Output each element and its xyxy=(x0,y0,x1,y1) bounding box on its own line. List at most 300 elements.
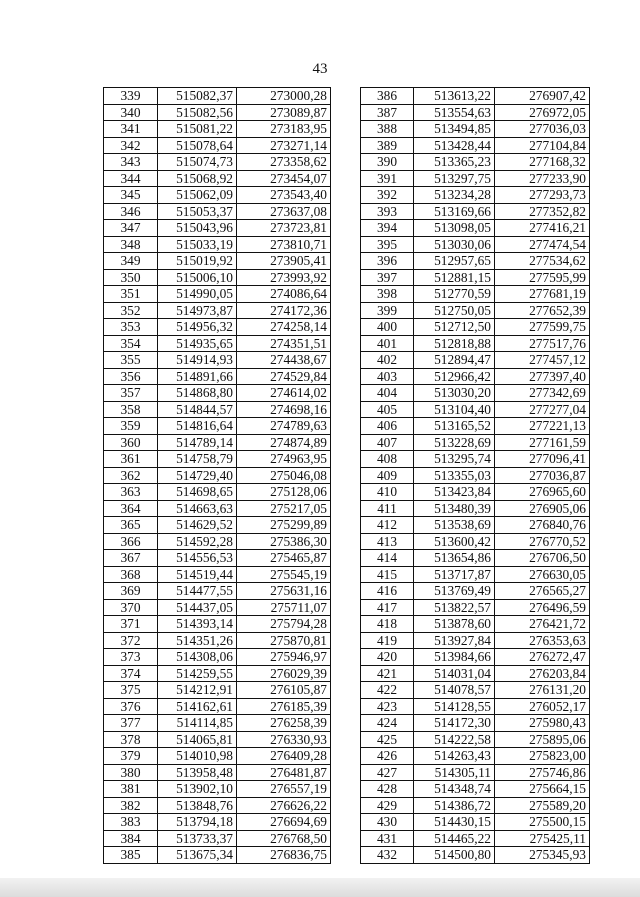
y-coordinate-cell: 273543,40 xyxy=(237,187,331,204)
point-number-cell: 377 xyxy=(104,715,158,732)
x-coordinate-cell: 513769,49 xyxy=(414,583,495,600)
point-number-cell: 384 xyxy=(104,830,158,847)
y-coordinate-cell: 274086,64 xyxy=(237,286,331,303)
point-number-cell: 395 xyxy=(361,236,414,253)
y-coordinate-cell: 276768,50 xyxy=(237,830,331,847)
table-row xyxy=(104,682,331,699)
table-row xyxy=(104,434,331,451)
table-row xyxy=(361,335,590,352)
x-coordinate-cell: 513848,76 xyxy=(158,797,237,814)
table-row xyxy=(104,847,331,864)
point-number-cell: 394 xyxy=(361,220,414,237)
x-coordinate-cell: 514758,79 xyxy=(158,451,237,468)
x-coordinate-cell: 513030,20 xyxy=(414,385,495,402)
x-coordinate-cell: 514519,44 xyxy=(158,566,237,583)
table-row xyxy=(104,253,331,270)
point-number-cell: 358 xyxy=(104,401,158,418)
y-coordinate-cell: 275465,87 xyxy=(237,550,331,567)
table-row xyxy=(361,847,590,864)
table-row xyxy=(104,88,331,105)
x-coordinate-cell: 514172,30 xyxy=(414,715,495,732)
y-coordinate-cell: 276905,06 xyxy=(495,500,590,517)
point-number-cell: 419 xyxy=(361,632,414,649)
x-coordinate-cell: 513675,34 xyxy=(158,847,237,864)
y-coordinate-cell: 274614,02 xyxy=(237,385,331,402)
point-number-cell: 390 xyxy=(361,154,414,171)
table-row xyxy=(361,748,590,765)
y-coordinate-cell: 276840,76 xyxy=(495,517,590,534)
x-coordinate-cell: 515043,96 xyxy=(158,220,237,237)
point-number-cell: 381 xyxy=(104,781,158,798)
y-coordinate-cell: 277221,13 xyxy=(495,418,590,435)
table-row xyxy=(361,764,590,781)
table-row xyxy=(104,797,331,814)
x-coordinate-cell: 515053,37 xyxy=(158,203,237,220)
table-row xyxy=(104,467,331,484)
y-coordinate-cell: 277096,41 xyxy=(495,451,590,468)
point-number-cell: 422 xyxy=(361,682,414,699)
table-row xyxy=(104,451,331,468)
point-number-cell: 430 xyxy=(361,814,414,831)
point-number-cell: 408 xyxy=(361,451,414,468)
y-coordinate-cell: 275895,06 xyxy=(495,731,590,748)
point-number-cell: 367 xyxy=(104,550,158,567)
point-number-cell: 402 xyxy=(361,352,414,369)
table-row xyxy=(104,698,331,715)
x-coordinate-cell: 513355,03 xyxy=(414,467,495,484)
table-row xyxy=(104,187,331,204)
x-coordinate-cell: 513654,86 xyxy=(414,550,495,567)
table-row xyxy=(104,203,331,220)
point-number-cell: 413 xyxy=(361,533,414,550)
point-number-cell: 380 xyxy=(104,764,158,781)
point-number-cell: 416 xyxy=(361,583,414,600)
point-number-cell: 343 xyxy=(104,154,158,171)
x-coordinate-cell: 513423,84 xyxy=(414,484,495,501)
coordinates-table-right xyxy=(360,87,590,864)
y-coordinate-cell: 275545,19 xyxy=(237,566,331,583)
x-coordinate-cell: 512894,47 xyxy=(414,352,495,369)
table-row xyxy=(361,467,590,484)
x-coordinate-cell: 515068,92 xyxy=(158,170,237,187)
x-coordinate-cell: 513365,23 xyxy=(414,154,495,171)
x-coordinate-cell: 513878,60 xyxy=(414,616,495,633)
y-coordinate-cell: 277161,59 xyxy=(495,434,590,451)
point-number-cell: 407 xyxy=(361,434,414,451)
x-coordinate-cell: 512966,42 xyxy=(414,368,495,385)
y-coordinate-cell: 276965,60 xyxy=(495,484,590,501)
point-number-cell: 403 xyxy=(361,368,414,385)
table-row xyxy=(361,566,590,583)
y-coordinate-cell: 275794,28 xyxy=(237,616,331,633)
point-number-cell: 362 xyxy=(104,467,158,484)
y-coordinate-cell: 273993,92 xyxy=(237,269,331,286)
point-number-cell: 354 xyxy=(104,335,158,352)
table-row xyxy=(361,319,590,336)
y-coordinate-cell: 274172,36 xyxy=(237,302,331,319)
point-number-cell: 392 xyxy=(361,187,414,204)
y-coordinate-cell: 274874,89 xyxy=(237,434,331,451)
point-number-cell: 369 xyxy=(104,583,158,600)
point-number-cell: 357 xyxy=(104,385,158,402)
x-coordinate-cell: 514465,22 xyxy=(414,830,495,847)
x-coordinate-cell: 514663,63 xyxy=(158,500,237,517)
table-row xyxy=(104,814,331,831)
x-coordinate-cell: 515082,37 xyxy=(158,88,237,105)
point-number-cell: 351 xyxy=(104,286,158,303)
table-row xyxy=(361,170,590,187)
y-coordinate-cell: 277036,87 xyxy=(495,467,590,484)
y-coordinate-cell: 273723,81 xyxy=(237,220,331,237)
y-coordinate-cell: 274351,51 xyxy=(237,335,331,352)
y-coordinate-cell: 277652,39 xyxy=(495,302,590,319)
y-coordinate-cell: 275980,43 xyxy=(495,715,590,732)
x-coordinate-cell: 514891,66 xyxy=(158,368,237,385)
x-coordinate-cell: 514430,15 xyxy=(414,814,495,831)
y-coordinate-cell: 273454,07 xyxy=(237,170,331,187)
point-number-cell: 428 xyxy=(361,781,414,798)
y-coordinate-cell: 274963,95 xyxy=(237,451,331,468)
x-coordinate-cell: 513717,87 xyxy=(414,566,495,583)
y-coordinate-cell: 276258,39 xyxy=(237,715,331,732)
x-coordinate-cell: 514729,40 xyxy=(158,467,237,484)
x-coordinate-cell: 514348,74 xyxy=(414,781,495,798)
x-coordinate-cell: 514162,61 xyxy=(158,698,237,715)
point-number-cell: 365 xyxy=(104,517,158,534)
point-number-cell: 359 xyxy=(104,418,158,435)
x-coordinate-cell: 515062,09 xyxy=(158,187,237,204)
x-coordinate-cell: 514956,32 xyxy=(158,319,237,336)
table-row xyxy=(104,731,331,748)
table-row xyxy=(361,368,590,385)
table-row xyxy=(361,517,590,534)
x-coordinate-cell: 514305,11 xyxy=(414,764,495,781)
y-coordinate-cell: 276029,39 xyxy=(237,665,331,682)
x-coordinate-cell: 512712,50 xyxy=(414,319,495,336)
table-row xyxy=(361,269,590,286)
y-coordinate-cell: 275217,05 xyxy=(237,500,331,517)
table-row xyxy=(104,583,331,600)
table-row xyxy=(361,253,590,270)
x-coordinate-cell: 514935,65 xyxy=(158,335,237,352)
point-number-cell: 363 xyxy=(104,484,158,501)
x-coordinate-cell: 512770,59 xyxy=(414,286,495,303)
point-number-cell: 368 xyxy=(104,566,158,583)
table-row xyxy=(361,583,590,600)
x-coordinate-cell: 514351,26 xyxy=(158,632,237,649)
y-coordinate-cell: 277168,32 xyxy=(495,154,590,171)
table-row xyxy=(104,236,331,253)
point-number-cell: 378 xyxy=(104,731,158,748)
point-number-cell: 414 xyxy=(361,550,414,567)
x-coordinate-cell: 514844,57 xyxy=(158,401,237,418)
point-number-cell: 364 xyxy=(104,500,158,517)
point-number-cell: 353 xyxy=(104,319,158,336)
x-coordinate-cell: 514308,06 xyxy=(158,649,237,666)
x-coordinate-cell: 513494,85 xyxy=(414,121,495,138)
y-coordinate-cell: 275870,81 xyxy=(237,632,331,649)
table-row xyxy=(361,599,590,616)
y-coordinate-cell: 275386,30 xyxy=(237,533,331,550)
point-number-cell: 405 xyxy=(361,401,414,418)
table-row xyxy=(361,500,590,517)
y-coordinate-cell: 273637,08 xyxy=(237,203,331,220)
point-number-cell: 418 xyxy=(361,616,414,633)
y-coordinate-cell: 276626,22 xyxy=(237,797,331,814)
y-coordinate-cell: 274258,14 xyxy=(237,319,331,336)
y-coordinate-cell: 277681,19 xyxy=(495,286,590,303)
y-coordinate-cell: 275299,89 xyxy=(237,517,331,534)
x-coordinate-cell: 514065,81 xyxy=(158,731,237,748)
y-coordinate-cell: 274529,84 xyxy=(237,368,331,385)
point-number-cell: 352 xyxy=(104,302,158,319)
table-row xyxy=(104,764,331,781)
x-coordinate-cell: 514212,91 xyxy=(158,682,237,699)
x-coordinate-cell: 514128,55 xyxy=(414,698,495,715)
x-coordinate-cell: 513098,05 xyxy=(414,220,495,237)
y-coordinate-cell: 277474,54 xyxy=(495,236,590,253)
table-row xyxy=(104,830,331,847)
table-row xyxy=(104,352,331,369)
table-row xyxy=(104,170,331,187)
table-row xyxy=(361,451,590,468)
table-row xyxy=(104,368,331,385)
point-number-cell: 360 xyxy=(104,434,158,451)
table-row xyxy=(104,632,331,649)
point-number-cell: 382 xyxy=(104,797,158,814)
y-coordinate-cell: 275425,11 xyxy=(495,830,590,847)
y-coordinate-cell: 275631,16 xyxy=(237,583,331,600)
point-number-cell: 345 xyxy=(104,187,158,204)
y-coordinate-cell: 276907,42 xyxy=(495,88,590,105)
y-coordinate-cell: 277397,40 xyxy=(495,368,590,385)
y-coordinate-cell: 277599,75 xyxy=(495,319,590,336)
y-coordinate-cell: 275500,15 xyxy=(495,814,590,831)
point-number-cell: 406 xyxy=(361,418,414,435)
x-coordinate-cell: 514789,14 xyxy=(158,434,237,451)
point-number-cell: 429 xyxy=(361,797,414,814)
x-coordinate-cell: 515074,73 xyxy=(158,154,237,171)
table-row xyxy=(361,550,590,567)
table-row xyxy=(361,220,590,237)
x-coordinate-cell: 515006,10 xyxy=(158,269,237,286)
x-coordinate-cell: 514010,98 xyxy=(158,748,237,765)
y-coordinate-cell: 273810,71 xyxy=(237,236,331,253)
x-coordinate-cell: 514393,14 xyxy=(158,616,237,633)
point-number-cell: 347 xyxy=(104,220,158,237)
x-coordinate-cell: 513554,63 xyxy=(414,104,495,121)
point-number-cell: 415 xyxy=(361,566,414,583)
point-number-cell: 421 xyxy=(361,665,414,682)
table-row xyxy=(104,715,331,732)
table-row xyxy=(361,352,590,369)
point-number-cell: 387 xyxy=(361,104,414,121)
y-coordinate-cell: 273089,87 xyxy=(237,104,331,121)
y-coordinate-cell: 275664,15 xyxy=(495,781,590,798)
y-coordinate-cell: 275746,86 xyxy=(495,764,590,781)
table-row xyxy=(104,269,331,286)
point-number-cell: 412 xyxy=(361,517,414,534)
x-coordinate-cell: 514078,57 xyxy=(414,682,495,699)
point-number-cell: 393 xyxy=(361,203,414,220)
table-row xyxy=(104,649,331,666)
x-coordinate-cell: 515078,64 xyxy=(158,137,237,154)
point-number-cell: 426 xyxy=(361,748,414,765)
point-number-cell: 417 xyxy=(361,599,414,616)
table-row xyxy=(104,401,331,418)
y-coordinate-cell: 276694,69 xyxy=(237,814,331,831)
y-coordinate-cell: 276770,52 xyxy=(495,533,590,550)
table-row xyxy=(361,236,590,253)
y-coordinate-cell: 277534,62 xyxy=(495,253,590,270)
table-row xyxy=(104,121,331,138)
point-number-cell: 404 xyxy=(361,385,414,402)
point-number-cell: 356 xyxy=(104,368,158,385)
x-coordinate-cell: 514263,43 xyxy=(414,748,495,765)
table-row xyxy=(361,484,590,501)
point-number-cell: 389 xyxy=(361,137,414,154)
x-coordinate-cell: 513794,18 xyxy=(158,814,237,831)
table-row xyxy=(104,550,331,567)
x-coordinate-cell: 513902,10 xyxy=(158,781,237,798)
point-number-cell: 397 xyxy=(361,269,414,286)
x-coordinate-cell: 513165,52 xyxy=(414,418,495,435)
x-coordinate-cell: 512957,65 xyxy=(414,253,495,270)
x-coordinate-cell: 514031,04 xyxy=(414,665,495,682)
coordinates-table-left xyxy=(103,87,331,864)
table-row xyxy=(104,599,331,616)
point-number-cell: 344 xyxy=(104,170,158,187)
y-coordinate-cell: 276409,28 xyxy=(237,748,331,765)
table-row xyxy=(361,203,590,220)
table-row xyxy=(361,434,590,451)
x-coordinate-cell: 514386,72 xyxy=(414,797,495,814)
x-coordinate-cell: 513104,40 xyxy=(414,401,495,418)
y-coordinate-cell: 276052,17 xyxy=(495,698,590,715)
y-coordinate-cell: 276203,84 xyxy=(495,665,590,682)
table-row xyxy=(104,566,331,583)
point-number-cell: 391 xyxy=(361,170,414,187)
y-coordinate-cell: 276706,50 xyxy=(495,550,590,567)
x-coordinate-cell: 514629,52 xyxy=(158,517,237,534)
x-coordinate-cell: 515019,92 xyxy=(158,253,237,270)
x-coordinate-cell: 512750,05 xyxy=(414,302,495,319)
table-row xyxy=(361,302,590,319)
x-coordinate-cell: 513030,06 xyxy=(414,236,495,253)
table-row xyxy=(361,121,590,138)
y-coordinate-cell: 276972,05 xyxy=(495,104,590,121)
y-coordinate-cell: 273183,95 xyxy=(237,121,331,138)
y-coordinate-cell: 276630,05 xyxy=(495,566,590,583)
table-row xyxy=(361,632,590,649)
point-number-cell: 411 xyxy=(361,500,414,517)
y-coordinate-cell: 276105,87 xyxy=(237,682,331,699)
point-number-cell: 410 xyxy=(361,484,414,501)
table-row xyxy=(361,731,590,748)
table-row xyxy=(104,104,331,121)
point-number-cell: 376 xyxy=(104,698,158,715)
y-coordinate-cell: 274789,63 xyxy=(237,418,331,435)
point-number-cell: 431 xyxy=(361,830,414,847)
table-row xyxy=(104,484,331,501)
table-row xyxy=(361,286,590,303)
point-number-cell: 348 xyxy=(104,236,158,253)
y-coordinate-cell: 276565,27 xyxy=(495,583,590,600)
point-number-cell: 398 xyxy=(361,286,414,303)
point-number-cell: 399 xyxy=(361,302,414,319)
y-coordinate-cell: 276496,59 xyxy=(495,599,590,616)
point-number-cell: 350 xyxy=(104,269,158,286)
table-row xyxy=(104,533,331,550)
x-coordinate-cell: 515033,19 xyxy=(158,236,237,253)
point-number-cell: 373 xyxy=(104,649,158,666)
x-coordinate-cell: 513600,42 xyxy=(414,533,495,550)
y-coordinate-cell: 277277,04 xyxy=(495,401,590,418)
point-number-cell: 386 xyxy=(361,88,414,105)
table-row xyxy=(104,220,331,237)
table-row xyxy=(104,517,331,534)
x-coordinate-cell: 514914,93 xyxy=(158,352,237,369)
y-coordinate-cell: 275711,07 xyxy=(237,599,331,616)
x-coordinate-cell: 514868,80 xyxy=(158,385,237,402)
y-coordinate-cell: 275589,20 xyxy=(495,797,590,814)
point-number-cell: 361 xyxy=(104,451,158,468)
table-row xyxy=(361,830,590,847)
table-row xyxy=(104,385,331,402)
x-coordinate-cell: 514437,05 xyxy=(158,599,237,616)
y-coordinate-cell: 274698,16 xyxy=(237,401,331,418)
table-row xyxy=(361,649,590,666)
table-row xyxy=(361,187,590,204)
x-coordinate-cell: 513958,48 xyxy=(158,764,237,781)
table-row xyxy=(361,154,590,171)
x-coordinate-cell: 514990,05 xyxy=(158,286,237,303)
y-coordinate-cell: 277352,82 xyxy=(495,203,590,220)
x-coordinate-cell: 512881,15 xyxy=(414,269,495,286)
y-coordinate-cell: 275946,97 xyxy=(237,649,331,666)
point-number-cell: 355 xyxy=(104,352,158,369)
table-row xyxy=(104,154,331,171)
point-number-cell: 346 xyxy=(104,203,158,220)
point-number-cell: 424 xyxy=(361,715,414,732)
y-coordinate-cell: 277457,12 xyxy=(495,352,590,369)
x-coordinate-cell: 514556,53 xyxy=(158,550,237,567)
y-coordinate-cell: 273358,62 xyxy=(237,154,331,171)
scan-bottom-edge xyxy=(0,878,640,897)
x-coordinate-cell: 513822,57 xyxy=(414,599,495,616)
y-coordinate-cell: 277517,76 xyxy=(495,335,590,352)
y-coordinate-cell: 276421,72 xyxy=(495,616,590,633)
y-coordinate-cell: 275345,93 xyxy=(495,847,590,864)
point-number-cell: 425 xyxy=(361,731,414,748)
y-coordinate-cell: 277416,21 xyxy=(495,220,590,237)
table-row xyxy=(361,781,590,798)
x-coordinate-cell: 514592,28 xyxy=(158,533,237,550)
point-number-cell: 370 xyxy=(104,599,158,616)
x-coordinate-cell: 513480,39 xyxy=(414,500,495,517)
table-row xyxy=(104,335,331,352)
table-row xyxy=(361,814,590,831)
x-coordinate-cell: 513297,75 xyxy=(414,170,495,187)
x-coordinate-cell: 513927,84 xyxy=(414,632,495,649)
point-number-cell: 401 xyxy=(361,335,414,352)
point-number-cell: 375 xyxy=(104,682,158,699)
table-row xyxy=(361,797,590,814)
x-coordinate-cell: 514222,58 xyxy=(414,731,495,748)
x-coordinate-cell: 514698,65 xyxy=(158,484,237,501)
y-coordinate-cell: 275823,00 xyxy=(495,748,590,765)
point-number-cell: 432 xyxy=(361,847,414,864)
